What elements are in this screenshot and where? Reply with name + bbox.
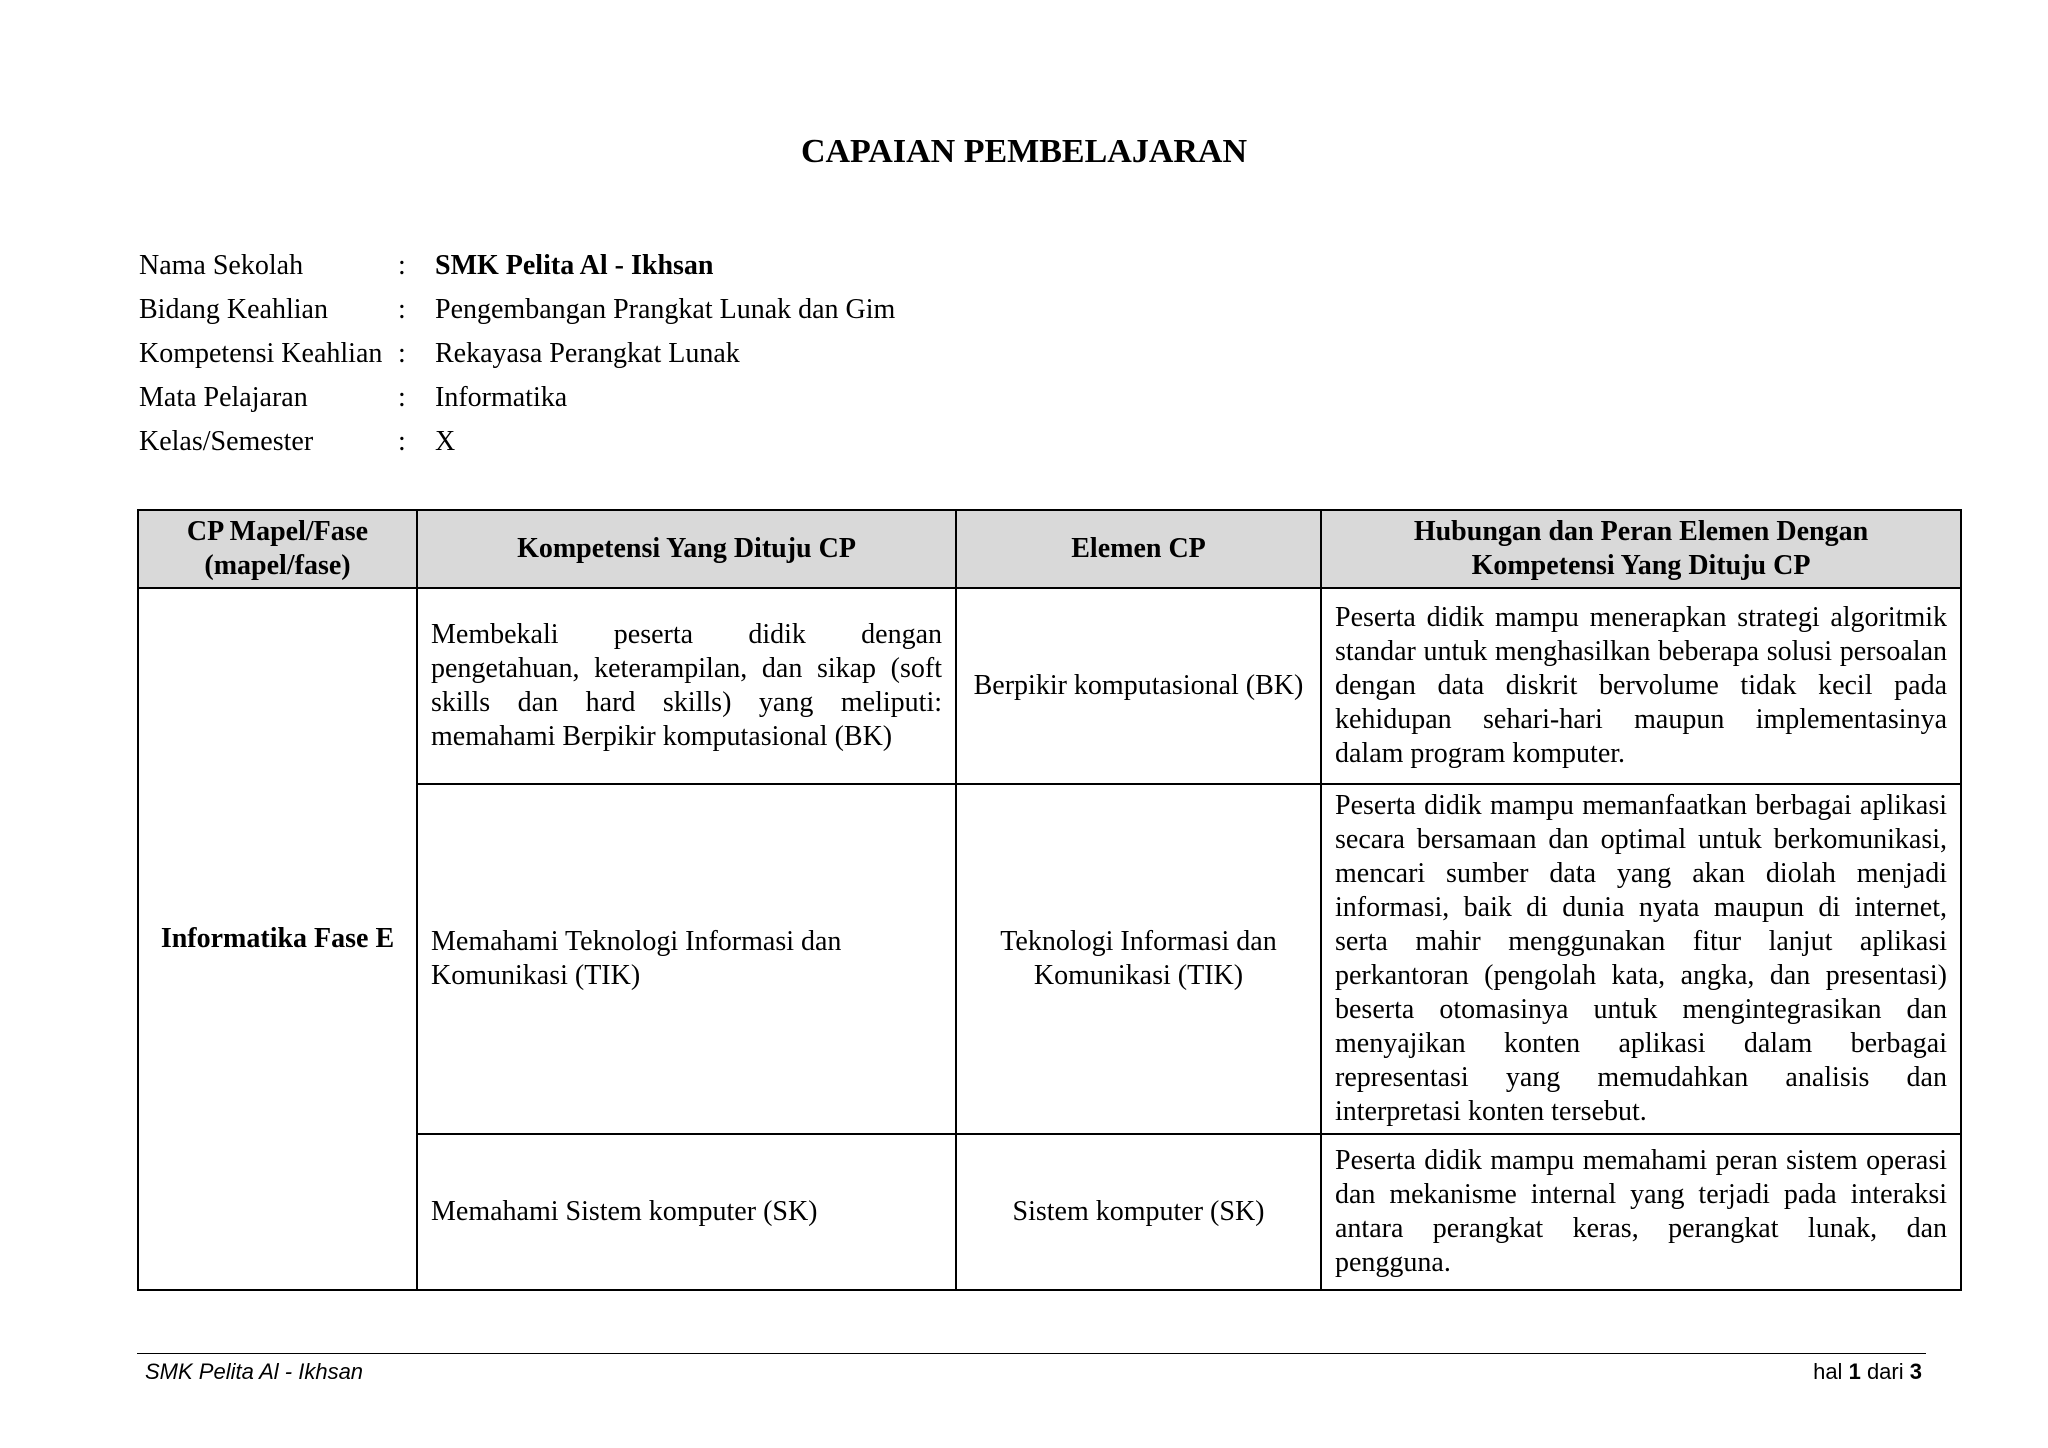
info-colon: :: [398, 382, 406, 413]
page-total: 3: [1909, 1359, 1922, 1384]
info-value: Pengembangan Prangkat Lunak dan Gim: [435, 294, 896, 325]
info-colon: :: [398, 294, 406, 325]
kompetensi-cell: Membekali peserta didik dengan pengetahuan, keterampilan, dan sikap (soft skills dan hard skills) yang meliputi: memahami Berpikir komputasional (BK): [417, 588, 956, 784]
info-row-field: [139, 288, 895, 332]
info-value: SMK Pelita Al - Ikhsan: [435, 250, 714, 281]
header-hubungan: [1321, 510, 1961, 588]
info-value: Rekayasa Perangkat Lunak: [435, 338, 740, 369]
info-label: Mata Pelajaran: [139, 382, 308, 413]
footer-divider: [137, 1353, 1926, 1354]
footer-page-number: [1813, 1359, 1922, 1385]
page-prefix: hal: [1813, 1359, 1843, 1384]
elemen-cell: Berpikir komputasional (BK): [956, 588, 1321, 784]
hubungan-cell: Peserta didik mampu menerapkan strategi algoritmik standar untuk menghasilkan beberapa solusi persoalan dengan data diskrit bervolume tidak kecil pada kehidupan sehari-hari maupun implementasinya dalam program komputer.: [1321, 588, 1961, 784]
header-elemen: Elemen CP: [956, 510, 1321, 588]
kompetensi-cell: Memahami Sistem komputer (SK): [417, 1134, 956, 1290]
info-row-class: [139, 420, 895, 464]
header-kompetensi: Kompetensi Yang Dituju CP: [417, 510, 956, 588]
info-row-school: [139, 244, 895, 288]
table-row: [138, 588, 1961, 784]
kompetensi-cell: Memahami Teknologi Informasi dan Komunikasi (TIK): [417, 784, 956, 1134]
info-value: Informatika: [435, 382, 568, 413]
header-text: CP Mapel/Fase: [186, 516, 369, 547]
page-mid: dari: [1866, 1359, 1904, 1384]
elemen-cell: Sistem komputer (SK): [956, 1134, 1321, 1290]
info-label: Bidang Keahlian: [139, 294, 328, 325]
elemen-cell: Teknologi Informasi dan Komunikasi (TIK): [956, 784, 1321, 1134]
header-text: Kompetensi Yang Dituju CP: [1471, 550, 1811, 581]
info-value: X: [435, 426, 456, 457]
phase-cell: Informatika Fase E: [138, 588, 417, 1290]
info-colon: :: [398, 426, 406, 457]
hubungan-cell: Peserta didik mampu memahami peran sistem operasi dan mekanisme internal yang terjadi pada interaksi antara perangkat keras, perangkat lunak, dan pengguna.: [1321, 1134, 1961, 1290]
info-colon: :: [398, 338, 406, 369]
info-label: Kompetensi Keahlian: [139, 338, 383, 369]
school-info: [139, 244, 895, 464]
cp-table: [137, 509, 1962, 1291]
header-text: (mapel/fase): [204, 550, 351, 581]
header-cp-mapel: [138, 510, 417, 588]
table-header-row: [138, 510, 1961, 588]
footer-school-name: SMK Pelita Al - Ikhsan: [145, 1359, 364, 1384]
page-title: CAPAIAN PEMBELAJARAN: [800, 133, 1248, 170]
info-label: Nama Sekolah: [139, 250, 304, 281]
header-text: Hubungan dan Peran Elemen Dengan: [1413, 516, 1869, 547]
page-current: 1: [1848, 1359, 1861, 1384]
info-row-competency: [139, 332, 895, 376]
info-colon: :: [398, 250, 406, 281]
info-label: Kelas/Semester: [139, 426, 314, 457]
info-row-subject: [139, 376, 895, 420]
hubungan-cell: Peserta didik mampu memanfaatkan berbagai aplikasi secara bersamaan dan optimal untuk berkomunikasi, mencari sumber data yang akan diolah menjadi informasi, baik di dunia nyata maupun di internet, serta mahir menggunakan fitur lanjut aplikasi perkantoran (pengolah kata, angka, dan presentasi) beserta otomasinya untuk mengintegrasikan dan menyajikan konten aplikasi dalam berbagai representasi yang memudahkan analisis dan interpretasi konten tersebut.: [1321, 784, 1961, 1134]
